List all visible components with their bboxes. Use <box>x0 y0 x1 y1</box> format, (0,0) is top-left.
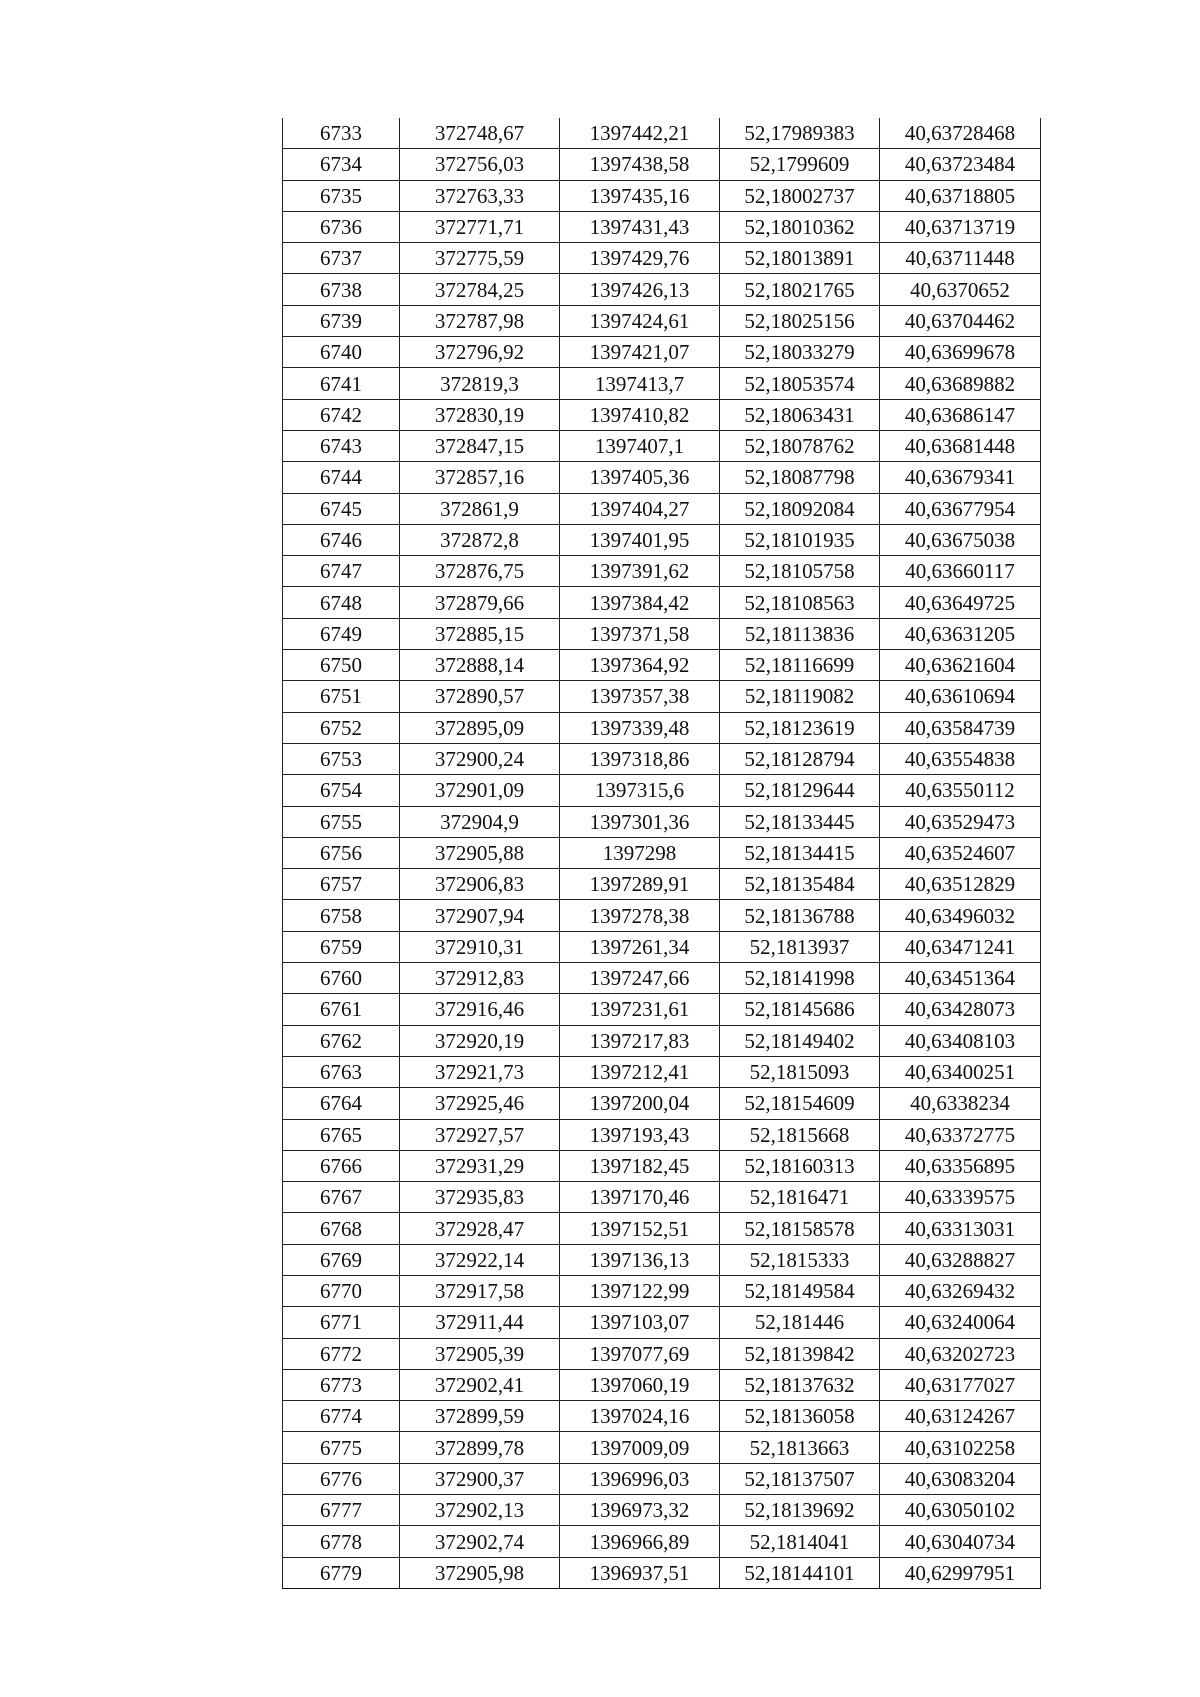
table-row <box>283 837 1041 868</box>
latitude-cell: 52,18129644 <box>720 775 880 806</box>
x-coordinate-cell: 372905,98 <box>400 1557 560 1588</box>
longitude-cell: 40,63471241 <box>880 931 1041 962</box>
point-number-cell: 6751 <box>283 681 400 712</box>
latitude-cell: 52,18123619 <box>720 712 880 743</box>
x-coordinate-cell: 372916,46 <box>400 994 560 1025</box>
longitude-cell: 40,63512829 <box>880 869 1041 900</box>
table-row <box>283 180 1041 211</box>
x-coordinate-cell: 372921,73 <box>400 1056 560 1087</box>
x-coordinate-cell: 372890,57 <box>400 681 560 712</box>
latitude-cell: 52,18136058 <box>720 1401 880 1432</box>
x-coordinate-cell: 372899,59 <box>400 1401 560 1432</box>
longitude-cell: 40,63699678 <box>880 337 1041 368</box>
point-number-cell: 6763 <box>283 1056 400 1087</box>
point-number-cell: 6760 <box>283 963 400 994</box>
table-row <box>283 118 1041 149</box>
y-coordinate-cell: 1397212,41 <box>560 1056 720 1087</box>
table-row <box>283 1526 1041 1557</box>
latitude-cell: 52,18137507 <box>720 1463 880 1494</box>
x-coordinate-cell: 372904,9 <box>400 806 560 837</box>
point-number-cell: 6742 <box>283 399 400 430</box>
y-coordinate-cell: 1397401,95 <box>560 524 720 555</box>
x-coordinate-cell: 372830,19 <box>400 399 560 430</box>
longitude-cell: 40,63496032 <box>880 900 1041 931</box>
point-number-cell: 6740 <box>283 337 400 368</box>
longitude-cell: 40,6338234 <box>880 1088 1041 1119</box>
longitude-cell: 40,63584739 <box>880 712 1041 743</box>
y-coordinate-cell: 1397429,76 <box>560 243 720 274</box>
latitude-cell: 52,18128794 <box>720 743 880 774</box>
longitude-cell: 40,63177027 <box>880 1369 1041 1400</box>
x-coordinate-cell: 372885,15 <box>400 618 560 649</box>
table-row <box>283 305 1041 336</box>
point-number-cell: 6772 <box>283 1338 400 1369</box>
latitude-cell: 52,18145686 <box>720 994 880 1025</box>
y-coordinate-cell: 1397278,38 <box>560 900 720 931</box>
latitude-cell: 52,18078762 <box>720 430 880 461</box>
x-coordinate-cell: 372902,41 <box>400 1369 560 1400</box>
y-coordinate-cell: 1397318,86 <box>560 743 720 774</box>
y-coordinate-cell: 1397200,04 <box>560 1088 720 1119</box>
longitude-cell: 40,63040734 <box>880 1526 1041 1557</box>
latitude-cell: 52,1813937 <box>720 931 880 962</box>
table-row <box>283 368 1041 399</box>
table-row <box>283 869 1041 900</box>
latitude-cell: 52,18002737 <box>720 180 880 211</box>
x-coordinate-cell: 372879,66 <box>400 587 560 618</box>
point-number-cell: 6779 <box>283 1557 400 1588</box>
y-coordinate-cell: 1397301,36 <box>560 806 720 837</box>
latitude-cell: 52,1815333 <box>720 1244 880 1275</box>
table-row <box>283 211 1041 242</box>
y-coordinate-cell: 1397384,42 <box>560 587 720 618</box>
table-row <box>283 650 1041 681</box>
table-row <box>283 775 1041 806</box>
point-number-cell: 6750 <box>283 650 400 681</box>
longitude-cell: 40,63681448 <box>880 430 1041 461</box>
x-coordinate-cell: 372771,71 <box>400 211 560 242</box>
y-coordinate-cell: 1396966,89 <box>560 1526 720 1557</box>
longitude-cell: 40,63356895 <box>880 1150 1041 1181</box>
longitude-cell: 40,63550112 <box>880 775 1041 806</box>
y-coordinate-cell: 1396937,51 <box>560 1557 720 1588</box>
y-coordinate-cell: 1397442,21 <box>560 118 720 149</box>
latitude-cell: 52,181446 <box>720 1307 880 1338</box>
point-number-cell: 6766 <box>283 1150 400 1181</box>
latitude-cell: 52,18092084 <box>720 493 880 524</box>
x-coordinate-cell: 372899,78 <box>400 1432 560 1463</box>
point-number-cell: 6747 <box>283 556 400 587</box>
x-coordinate-cell: 372917,58 <box>400 1275 560 1306</box>
longitude-cell: 40,63202723 <box>880 1338 1041 1369</box>
point-number-cell: 6771 <box>283 1307 400 1338</box>
point-number-cell: 6748 <box>283 587 400 618</box>
longitude-cell: 40,63631205 <box>880 618 1041 649</box>
point-number-cell: 6749 <box>283 618 400 649</box>
longitude-cell: 40,63240064 <box>880 1307 1041 1338</box>
latitude-cell: 52,1814041 <box>720 1526 880 1557</box>
latitude-cell: 52,18013891 <box>720 243 880 274</box>
longitude-cell: 40,63400251 <box>880 1056 1041 1087</box>
longitude-cell: 40,63621604 <box>880 650 1041 681</box>
point-number-cell: 6764 <box>283 1088 400 1119</box>
x-coordinate-cell: 372900,37 <box>400 1463 560 1494</box>
point-number-cell: 6741 <box>283 368 400 399</box>
x-coordinate-cell: 372910,31 <box>400 931 560 962</box>
table-row <box>283 274 1041 305</box>
table-row <box>283 994 1041 1025</box>
longitude-cell: 40,63408103 <box>880 1025 1041 1056</box>
latitude-cell: 52,18141998 <box>720 963 880 994</box>
table-row <box>283 1182 1041 1213</box>
table-row <box>283 681 1041 712</box>
x-coordinate-cell: 372902,13 <box>400 1495 560 1526</box>
table-row <box>283 618 1041 649</box>
y-coordinate-cell: 1397405,36 <box>560 462 720 493</box>
point-number-cell: 6778 <box>283 1526 400 1557</box>
y-coordinate-cell: 1397339,48 <box>560 712 720 743</box>
table-row <box>283 1463 1041 1494</box>
y-coordinate-cell: 1397421,07 <box>560 337 720 368</box>
x-coordinate-cell: 372901,09 <box>400 775 560 806</box>
longitude-cell: 40,63711448 <box>880 243 1041 274</box>
point-number-cell: 6754 <box>283 775 400 806</box>
y-coordinate-cell: 1397122,99 <box>560 1275 720 1306</box>
longitude-cell: 40,63675038 <box>880 524 1041 555</box>
x-coordinate-cell: 372819,3 <box>400 368 560 399</box>
y-coordinate-cell: 1397077,69 <box>560 1338 720 1369</box>
latitude-cell: 52,1815093 <box>720 1056 880 1087</box>
latitude-cell: 52,18149402 <box>720 1025 880 1056</box>
table-row <box>283 149 1041 180</box>
x-coordinate-cell: 372748,67 <box>400 118 560 149</box>
longitude-cell: 40,6370652 <box>880 274 1041 305</box>
latitude-cell: 52,18160313 <box>720 1150 880 1181</box>
latitude-cell: 52,18135484 <box>720 869 880 900</box>
x-coordinate-cell: 372902,74 <box>400 1526 560 1557</box>
y-coordinate-cell: 1397136,13 <box>560 1244 720 1275</box>
longitude-cell: 40,63704462 <box>880 305 1041 336</box>
point-number-cell: 6761 <box>283 994 400 1025</box>
x-coordinate-cell: 372905,88 <box>400 837 560 868</box>
x-coordinate-cell: 372912,83 <box>400 963 560 994</box>
longitude-cell: 40,63124267 <box>880 1401 1041 1432</box>
latitude-cell: 52,18021765 <box>720 274 880 305</box>
longitude-cell: 40,63102258 <box>880 1432 1041 1463</box>
point-number-cell: 6757 <box>283 869 400 900</box>
latitude-cell: 52,18105758 <box>720 556 880 587</box>
x-coordinate-cell: 372925,46 <box>400 1088 560 1119</box>
x-coordinate-cell: 372861,9 <box>400 493 560 524</box>
y-coordinate-cell: 1397426,13 <box>560 274 720 305</box>
x-coordinate-cell: 372763,33 <box>400 180 560 211</box>
y-coordinate-cell: 1397193,43 <box>560 1119 720 1150</box>
latitude-cell: 52,18063431 <box>720 399 880 430</box>
y-coordinate-cell: 1397410,82 <box>560 399 720 430</box>
latitude-cell: 52,1816471 <box>720 1182 880 1213</box>
y-coordinate-cell: 1397431,43 <box>560 211 720 242</box>
table-row <box>283 1338 1041 1369</box>
longitude-cell: 40,63339575 <box>880 1182 1041 1213</box>
latitude-cell: 52,1815668 <box>720 1119 880 1150</box>
table-row <box>283 1369 1041 1400</box>
table-row <box>283 931 1041 962</box>
table-row <box>283 1495 1041 1526</box>
point-number-cell: 6759 <box>283 931 400 962</box>
table-row <box>283 1119 1041 1150</box>
table-row <box>283 556 1041 587</box>
table-row <box>283 712 1041 743</box>
point-number-cell: 6734 <box>283 149 400 180</box>
latitude-cell: 52,18033279 <box>720 337 880 368</box>
point-number-cell: 6777 <box>283 1495 400 1526</box>
x-coordinate-cell: 372857,16 <box>400 462 560 493</box>
table-row <box>283 743 1041 774</box>
table-row <box>283 337 1041 368</box>
latitude-cell: 52,17989383 <box>720 118 880 149</box>
point-number-cell: 6758 <box>283 900 400 931</box>
y-coordinate-cell: 1396973,32 <box>560 1495 720 1526</box>
latitude-cell: 52,1799609 <box>720 149 880 180</box>
x-coordinate-cell: 372927,57 <box>400 1119 560 1150</box>
longitude-cell: 40,63689882 <box>880 368 1041 399</box>
y-coordinate-cell: 1396996,03 <box>560 1463 720 1494</box>
latitude-cell: 52,18087798 <box>720 462 880 493</box>
x-coordinate-cell: 372920,19 <box>400 1025 560 1056</box>
y-coordinate-cell: 1397391,62 <box>560 556 720 587</box>
longitude-cell: 40,63524607 <box>880 837 1041 868</box>
latitude-cell: 52,18139842 <box>720 1338 880 1369</box>
point-number-cell: 6743 <box>283 430 400 461</box>
latitude-cell: 52,18158578 <box>720 1213 880 1244</box>
table-row <box>283 1432 1041 1463</box>
table-row <box>283 493 1041 524</box>
y-coordinate-cell: 1397435,16 <box>560 180 720 211</box>
point-number-cell: 6756 <box>283 837 400 868</box>
latitude-cell: 52,18101935 <box>720 524 880 555</box>
coordinates-table-body <box>283 118 1041 1588</box>
y-coordinate-cell: 1397438,58 <box>560 149 720 180</box>
x-coordinate-cell: 372935,83 <box>400 1182 560 1213</box>
x-coordinate-cell: 372895,09 <box>400 712 560 743</box>
point-number-cell: 6735 <box>283 180 400 211</box>
y-coordinate-cell: 1397024,16 <box>560 1401 720 1432</box>
y-coordinate-cell: 1397407,1 <box>560 430 720 461</box>
x-coordinate-cell: 372911,44 <box>400 1307 560 1338</box>
point-number-cell: 6773 <box>283 1369 400 1400</box>
x-coordinate-cell: 372756,03 <box>400 149 560 180</box>
table-row <box>283 1275 1041 1306</box>
point-number-cell: 6768 <box>283 1213 400 1244</box>
point-number-cell: 6774 <box>283 1401 400 1432</box>
coordinates-table <box>282 118 1041 1589</box>
table-row <box>283 1025 1041 1056</box>
y-coordinate-cell: 1397364,92 <box>560 650 720 681</box>
table-row <box>283 1401 1041 1432</box>
x-coordinate-cell: 372787,98 <box>400 305 560 336</box>
y-coordinate-cell: 1397289,91 <box>560 869 720 900</box>
latitude-cell: 52,18134415 <box>720 837 880 868</box>
table-row <box>283 806 1041 837</box>
longitude-cell: 40,63288827 <box>880 1244 1041 1275</box>
longitude-cell: 40,63313031 <box>880 1213 1041 1244</box>
y-coordinate-cell: 1397413,7 <box>560 368 720 399</box>
y-coordinate-cell: 1397060,19 <box>560 1369 720 1400</box>
longitude-cell: 40,63728468 <box>880 118 1041 149</box>
x-coordinate-cell: 372888,14 <box>400 650 560 681</box>
point-number-cell: 6737 <box>283 243 400 274</box>
point-number-cell: 6765 <box>283 1119 400 1150</box>
longitude-cell: 40,63050102 <box>880 1495 1041 1526</box>
point-number-cell: 6739 <box>283 305 400 336</box>
longitude-cell: 40,63372775 <box>880 1119 1041 1150</box>
point-number-cell: 6769 <box>283 1244 400 1275</box>
y-coordinate-cell: 1397152,51 <box>560 1213 720 1244</box>
point-number-cell: 6736 <box>283 211 400 242</box>
table-row <box>283 243 1041 274</box>
table-row <box>283 1150 1041 1181</box>
latitude-cell: 52,18139692 <box>720 1495 880 1526</box>
point-number-cell: 6755 <box>283 806 400 837</box>
latitude-cell: 52,18025156 <box>720 305 880 336</box>
longitude-cell: 40,63428073 <box>880 994 1041 1025</box>
point-number-cell: 6753 <box>283 743 400 774</box>
latitude-cell: 52,18010362 <box>720 211 880 242</box>
y-coordinate-cell: 1397404,27 <box>560 493 720 524</box>
y-coordinate-cell: 1397261,34 <box>560 931 720 962</box>
longitude-cell: 40,63686147 <box>880 399 1041 430</box>
table-row <box>283 430 1041 461</box>
point-number-cell: 6744 <box>283 462 400 493</box>
latitude-cell: 52,18154609 <box>720 1088 880 1119</box>
y-coordinate-cell: 1397182,45 <box>560 1150 720 1181</box>
point-number-cell: 6775 <box>283 1432 400 1463</box>
y-coordinate-cell: 1397170,46 <box>560 1182 720 1213</box>
y-coordinate-cell: 1397371,58 <box>560 618 720 649</box>
longitude-cell: 40,63713719 <box>880 211 1041 242</box>
longitude-cell: 40,63083204 <box>880 1463 1041 1494</box>
x-coordinate-cell: 372906,83 <box>400 869 560 900</box>
x-coordinate-cell: 372905,39 <box>400 1338 560 1369</box>
x-coordinate-cell: 372876,75 <box>400 556 560 587</box>
y-coordinate-cell: 1397231,61 <box>560 994 720 1025</box>
longitude-cell: 40,63679341 <box>880 462 1041 493</box>
longitude-cell: 40,63660117 <box>880 556 1041 587</box>
x-coordinate-cell: 372928,47 <box>400 1213 560 1244</box>
longitude-cell: 40,63529473 <box>880 806 1041 837</box>
x-coordinate-cell: 372922,14 <box>400 1244 560 1275</box>
latitude-cell: 52,18119082 <box>720 681 880 712</box>
latitude-cell: 52,18149584 <box>720 1275 880 1306</box>
point-number-cell: 6746 <box>283 524 400 555</box>
latitude-cell: 52,18136788 <box>720 900 880 931</box>
y-coordinate-cell: 1397424,61 <box>560 305 720 336</box>
table-row <box>283 524 1041 555</box>
y-coordinate-cell: 1397298 <box>560 837 720 868</box>
table-row <box>283 1213 1041 1244</box>
point-number-cell: 6762 <box>283 1025 400 1056</box>
table-row <box>283 963 1041 994</box>
latitude-cell: 52,18116699 <box>720 650 880 681</box>
table-row <box>283 900 1041 931</box>
x-coordinate-cell: 372796,92 <box>400 337 560 368</box>
table-row <box>283 462 1041 493</box>
latitude-cell: 52,18133445 <box>720 806 880 837</box>
longitude-cell: 40,63718805 <box>880 180 1041 211</box>
table-row <box>283 1244 1041 1275</box>
y-coordinate-cell: 1397357,38 <box>560 681 720 712</box>
y-coordinate-cell: 1397247,66 <box>560 963 720 994</box>
longitude-cell: 40,63723484 <box>880 149 1041 180</box>
point-number-cell: 6745 <box>283 493 400 524</box>
x-coordinate-cell: 372872,8 <box>400 524 560 555</box>
longitude-cell: 40,63677954 <box>880 493 1041 524</box>
longitude-cell: 40,63269432 <box>880 1275 1041 1306</box>
longitude-cell: 40,63554838 <box>880 743 1041 774</box>
longitude-cell: 40,63649725 <box>880 587 1041 618</box>
point-number-cell: 6738 <box>283 274 400 305</box>
longitude-cell: 40,63610694 <box>880 681 1041 712</box>
latitude-cell: 52,1813663 <box>720 1432 880 1463</box>
x-coordinate-cell: 372784,25 <box>400 274 560 305</box>
longitude-cell: 40,62997951 <box>880 1557 1041 1588</box>
table-row <box>283 1557 1041 1588</box>
y-coordinate-cell: 1397103,07 <box>560 1307 720 1338</box>
x-coordinate-cell: 372847,15 <box>400 430 560 461</box>
longitude-cell: 40,63451364 <box>880 963 1041 994</box>
table-row <box>283 399 1041 430</box>
x-coordinate-cell: 372907,94 <box>400 900 560 931</box>
latitude-cell: 52,18053574 <box>720 368 880 399</box>
latitude-cell: 52,18113836 <box>720 618 880 649</box>
y-coordinate-cell: 1397217,83 <box>560 1025 720 1056</box>
table-row <box>283 587 1041 618</box>
latitude-cell: 52,18144101 <box>720 1557 880 1588</box>
latitude-cell: 52,18137632 <box>720 1369 880 1400</box>
x-coordinate-cell: 372931,29 <box>400 1150 560 1181</box>
point-number-cell: 6752 <box>283 712 400 743</box>
point-number-cell: 6733 <box>283 118 400 149</box>
y-coordinate-cell: 1397009,09 <box>560 1432 720 1463</box>
table-row <box>283 1307 1041 1338</box>
latitude-cell: 52,18108563 <box>720 587 880 618</box>
point-number-cell: 6776 <box>283 1463 400 1494</box>
table-row <box>283 1056 1041 1087</box>
table-row <box>283 1088 1041 1119</box>
point-number-cell: 6770 <box>283 1275 400 1306</box>
x-coordinate-cell: 372775,59 <box>400 243 560 274</box>
x-coordinate-cell: 372900,24 <box>400 743 560 774</box>
point-number-cell: 6767 <box>283 1182 400 1213</box>
y-coordinate-cell: 1397315,6 <box>560 775 720 806</box>
